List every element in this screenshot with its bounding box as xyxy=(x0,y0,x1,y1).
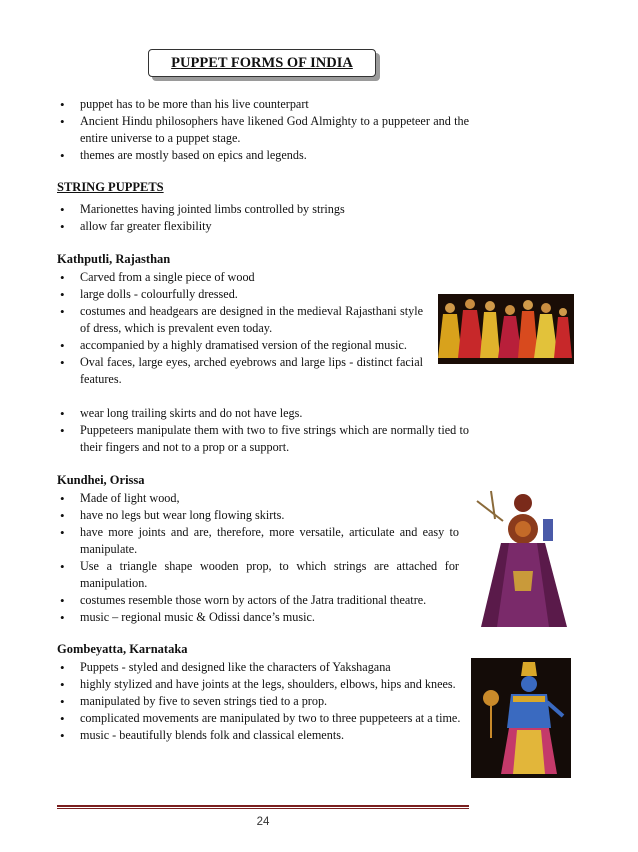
list-item: • manipulated by five to seven strings tied to a prop. xyxy=(57,693,461,710)
list-item: • Oval faces, large eyes, arched eyebrows and large lips - distinct facial features. xyxy=(57,354,423,388)
page-title: PUPPET FORMS OF INDIA xyxy=(148,49,376,77)
list-item: • have more joints and are, therefore, more versatile, articulate and easy to manipulate. xyxy=(57,524,459,558)
list-item: • Ancient Hindu philosophers have likened God Almighty to a puppeteer and the entire universe to a puppet stage. xyxy=(57,113,469,147)
list-item: • Carved from a single piece of wood xyxy=(57,269,423,286)
list-item: • complicated movements are manipulated by two to three puppeteers at a time. xyxy=(57,710,461,727)
list-item: • highly stylized and have joints at the legs, shoulders, elbows, hips and knees. xyxy=(57,676,461,693)
gombeyatta-puppet-image xyxy=(471,658,571,778)
list-item: • Puppeteers manipulate them with two to five strings which are normally tied to their fingers and not to a prop or a support. xyxy=(57,422,469,456)
list-item: • large dolls - colourfully dressed. xyxy=(57,286,423,303)
list-item: • music - beautifully blends folk and classical elements. xyxy=(57,727,461,744)
kundhei-puppet-image xyxy=(473,481,581,631)
section-heading-kathputli: Kathputli, Rajasthan xyxy=(57,252,171,266)
kathputli-list xyxy=(57,269,423,388)
list-item: • accompanied by a highly dramatised version of the regional music. xyxy=(57,337,423,354)
section-heading-gombeyatta: Gombeyatta, Karnataka xyxy=(57,642,188,656)
kathputli-list-cont xyxy=(57,405,469,456)
list-item: • Made of light wood, xyxy=(57,490,459,507)
list-item: • have no legs but wear long flowing skirts. xyxy=(57,507,459,524)
section-heading-string-puppets: STRING PUPPETS xyxy=(57,180,164,194)
list-item: • Marionettes having jointed limbs controlled by strings xyxy=(57,201,469,218)
list-item: • Puppets - styled and designed like the characters of Yakshagana xyxy=(57,659,461,676)
gombeyatta-list xyxy=(57,659,461,744)
list-item: • costumes resemble those worn by actors of the Jatra traditional theatre. xyxy=(57,592,459,609)
list-item: • music – regional music & Odissi dance’s music. xyxy=(57,609,459,626)
footer-rule xyxy=(57,805,469,807)
list-item: • wear long trailing skirts and do not have legs. xyxy=(57,405,469,422)
list-item: • Use a triangle shape wooden prop, to which strings are attached for manipulation. xyxy=(57,558,459,592)
footer-rule-thin xyxy=(57,808,469,809)
list-item: • puppet has to be more than his live counterpart xyxy=(57,96,469,113)
section-heading-kundhei: Kundhei, Orissa xyxy=(57,473,145,487)
list-item: • costumes and headgears are designed in the medieval Rajasthani style of dress, which is prevalent even today. xyxy=(57,303,423,337)
page-number: 24 xyxy=(256,816,270,828)
kundhei-list xyxy=(57,490,459,626)
intro-list xyxy=(57,96,469,164)
list-item: • themes are mostly based on epics and legends. xyxy=(57,147,469,164)
kathputli-puppets-image xyxy=(438,294,574,364)
title-banner xyxy=(148,49,380,81)
list-item: • allow far greater flexibility xyxy=(57,218,469,235)
string-puppets-list xyxy=(57,201,469,235)
